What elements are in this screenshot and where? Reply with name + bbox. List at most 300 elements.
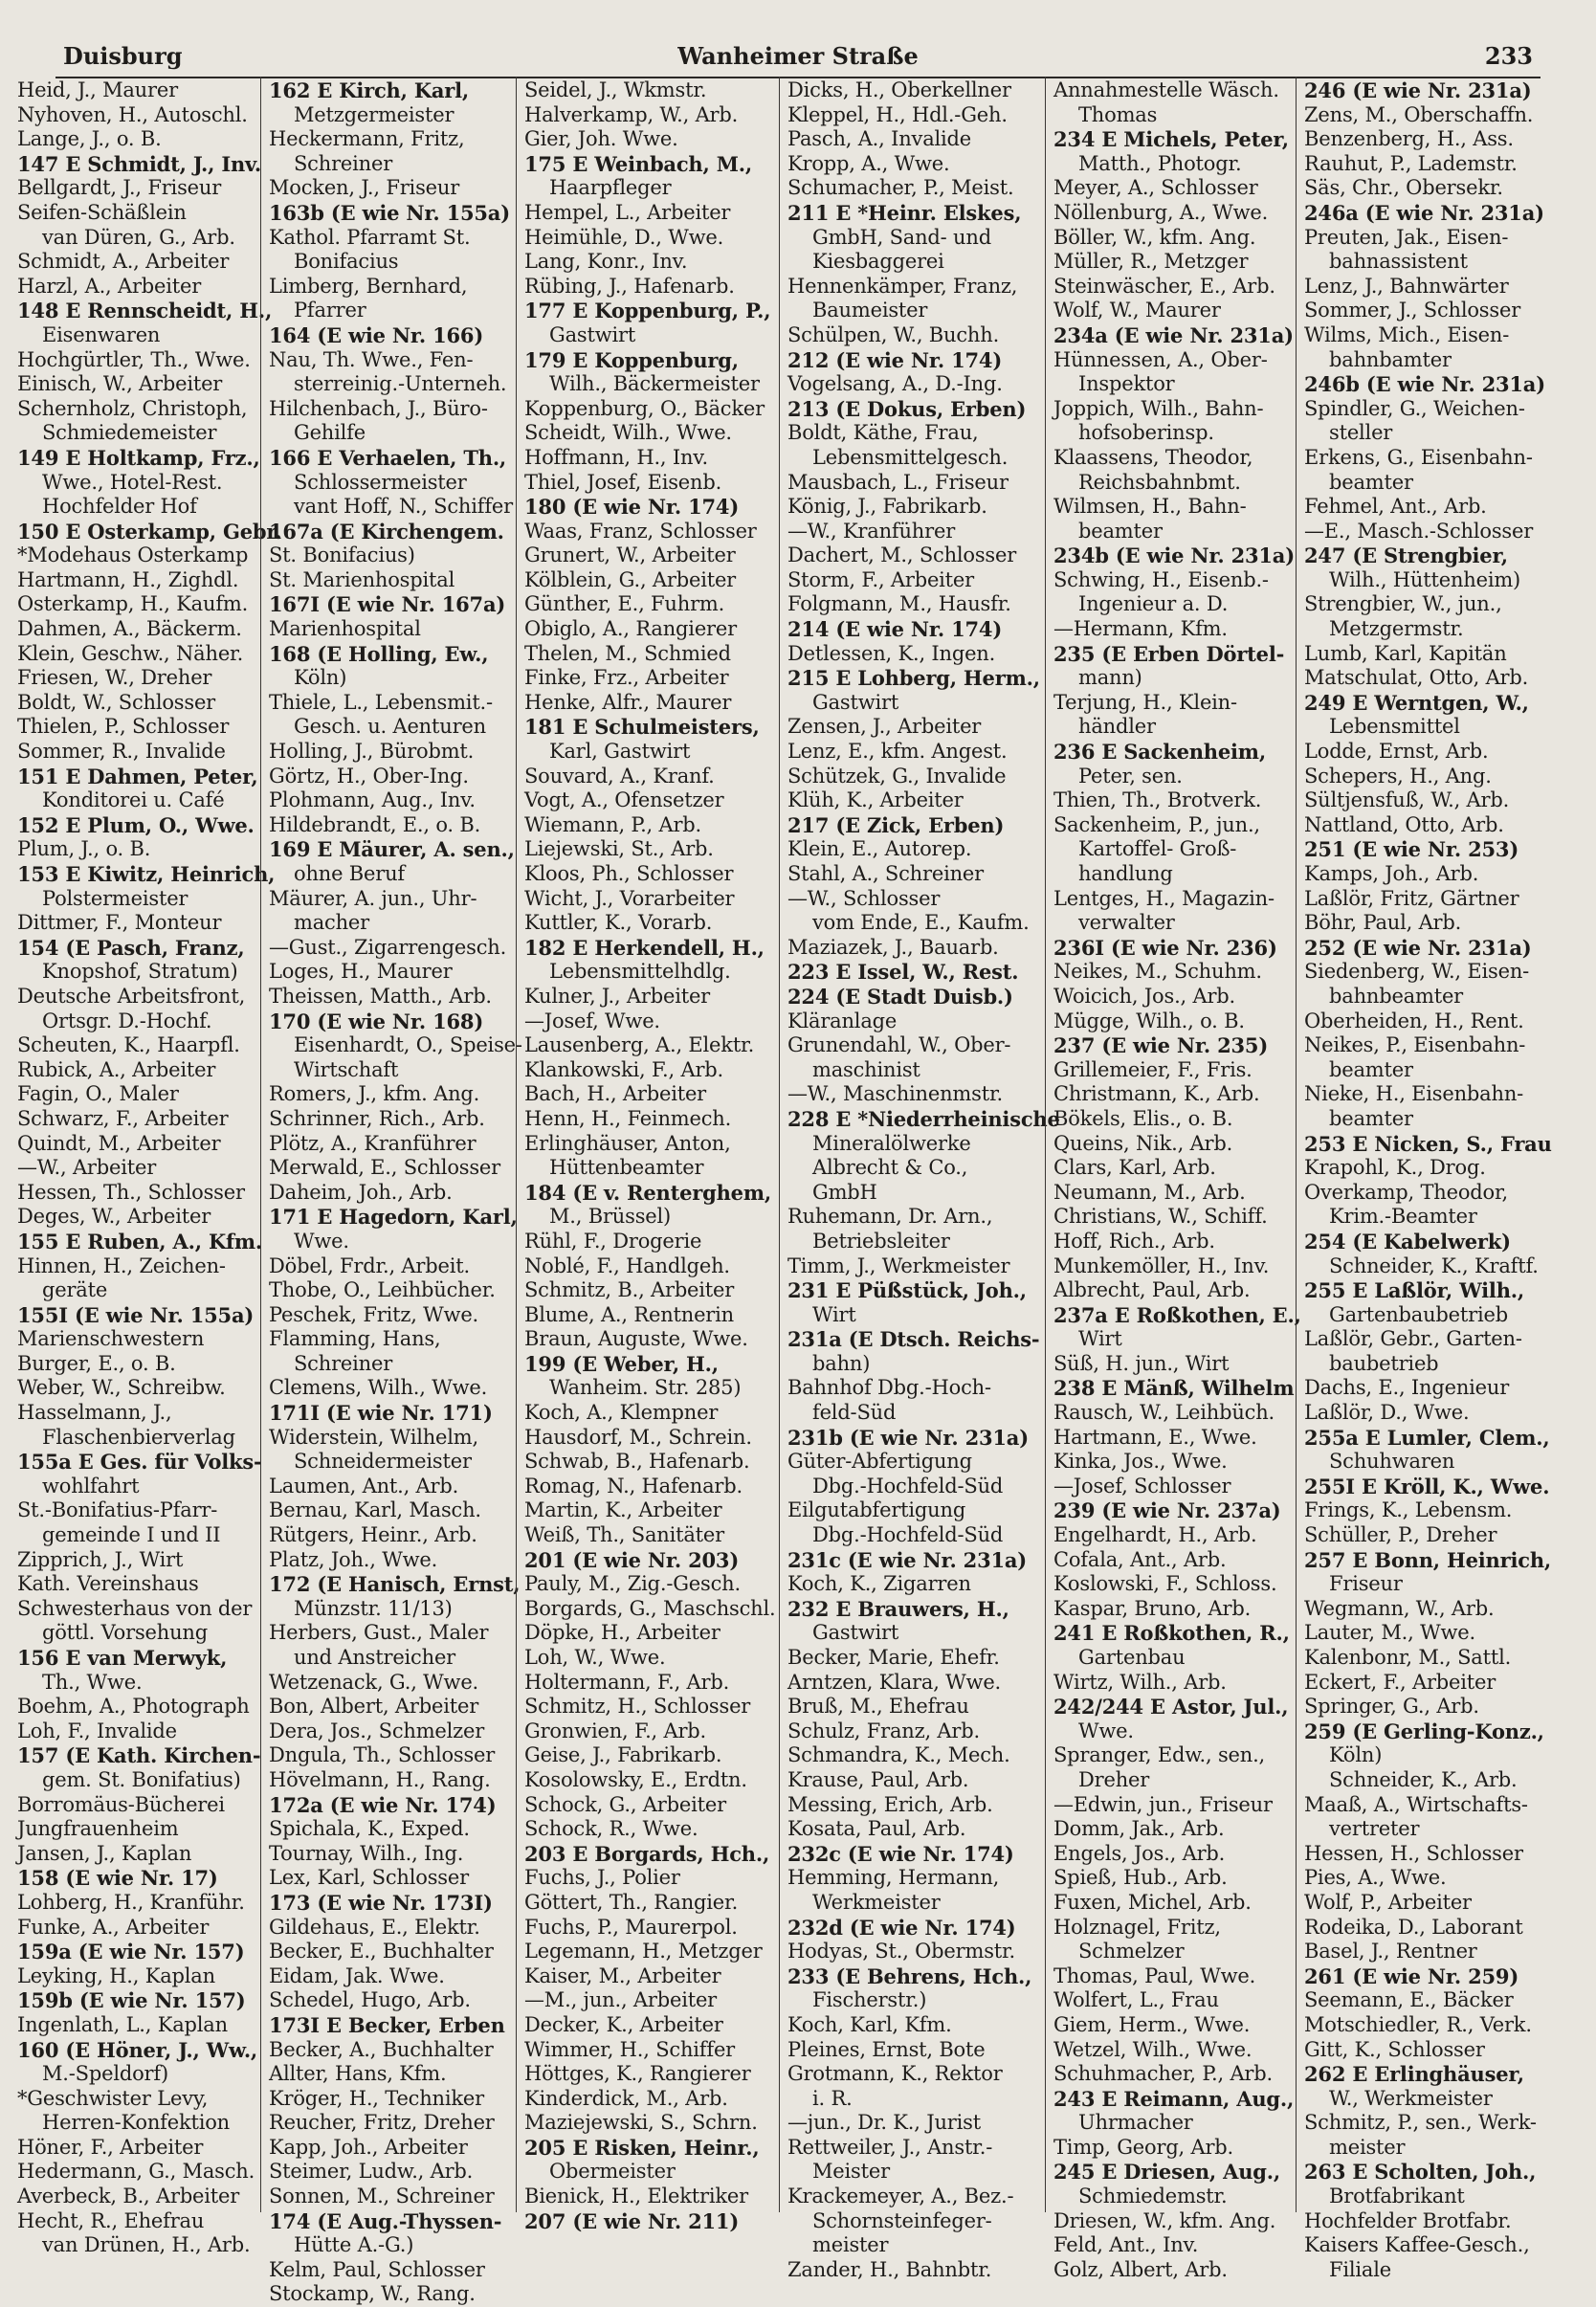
entry-line: Becker, Marie, Ehefr. — [787, 1646, 1000, 1669]
entry-line: 232c (E wie Nr. 174) — [787, 1841, 1014, 1866]
entry-line: Filiale — [1329, 2257, 1391, 2281]
entry-line: 148 E Rennscheidt, H., — [17, 299, 273, 323]
entry-line: geräte — [42, 1278, 108, 1302]
entry-line: Schwing, H., Eisenb.- — [1053, 567, 1269, 591]
entry-line: Oberheiden, H., Rent. — [1304, 1009, 1524, 1032]
entry-line: 181 E Schulmeisters, — [524, 715, 760, 740]
entry-line: Bahnhof Dbg.-Hoch- — [787, 1376, 991, 1400]
entry-line: Hövelmann, H., Rang. — [269, 1767, 491, 1791]
entry-line: Borgards, G., Maschschl. — [524, 1596, 776, 1620]
entry-line: Driesen, W., kfm. Ang. — [1053, 2208, 1276, 2232]
entry-line: Koch, A., Klempner — [524, 1401, 719, 1425]
entry-line: 232 E Brauwers, H., — [787, 1596, 1009, 1621]
entry-line: Harzl, A., Arbeiter — [17, 274, 202, 298]
entry-line: Ingenieur a. D. — [1078, 592, 1229, 616]
entry-line: Schornsteinfeger- — [812, 2208, 992, 2232]
entry-line: 246b (E wie Nr. 231a) — [1304, 372, 1545, 397]
entry-line: —W., Arbeiter — [17, 1156, 157, 1180]
entry-line: Hinnen, H., Zeichen- — [17, 1253, 226, 1277]
entry-line: 232d (E wie Nr. 174) — [787, 1915, 1016, 1940]
entry-line: Matth., Photogr. — [1078, 151, 1242, 175]
street-title: Wanheimer Straße — [677, 42, 919, 70]
entry-line: Martin, K., Arbeiter — [524, 1498, 722, 1522]
entry-line: Ortsgr. D.-Hochf. — [42, 1009, 212, 1032]
entry-line: Döbel, Frdr., Arbeit. — [269, 1253, 470, 1277]
entry-line: Hodyas, St., Obermstr. — [787, 1940, 1016, 1963]
entry-line: Kaspar, Bruno, Arb. — [1053, 1596, 1252, 1620]
entry-line: 174 (E Aug.-Thyssen- — [269, 2208, 502, 2233]
entry-line: 182 E Herkendell, H., — [524, 935, 765, 960]
entry-line: Springer, G., Arb. — [1304, 1695, 1479, 1719]
entry-line: Schumacher, P., Meist. — [787, 176, 1014, 200]
entry-line: Spichala, K., Exped. — [269, 1817, 470, 1841]
entry-line: Hemming, Hermann, — [787, 1866, 1000, 1890]
entry-line: 167I (E wie Nr. 167a) — [269, 592, 506, 617]
entry-line: Nattland, Otto, Arb. — [1304, 812, 1504, 836]
entry-line: Zipprich, J., Wirt — [17, 1547, 184, 1571]
entry-line: Jansen, J., Kaplan — [17, 1841, 192, 1865]
entry-line: Lodde, Ernst, Arb. — [1304, 740, 1489, 764]
entry-line: Benzenberg, H., Ass. — [1304, 127, 1514, 151]
entry-line: 223 E Issel, W., Rest. — [787, 960, 1019, 985]
entry-line: Süß, H. jun., Wirt — [1053, 1351, 1230, 1375]
entry-line: Kloos, Ph., Schlosser — [524, 862, 734, 885]
entry-line: Schneider, K., Arb. — [1329, 1767, 1518, 1791]
entry-line: Klaassens, Theodor, — [1053, 445, 1253, 469]
entry-line: Mausbach, L., Friseur — [787, 470, 1009, 494]
entry-line: Schmitz, P., sen., Werk- — [1304, 2111, 1537, 2135]
entry-line: Güter-Abfertigung — [787, 1450, 972, 1474]
entry-line: Koppenburg, O., Bäcker — [524, 396, 765, 420]
entry-line: Strengbier, W., jun., — [1304, 592, 1502, 616]
entry-line: Hempel, L., Arbeiter — [524, 200, 731, 224]
entry-line: Schwesterhaus von der — [17, 1596, 253, 1620]
entry-line: 257 E Bonn, Heinrich, — [1304, 1547, 1552, 1572]
entry-line: 158 (E wie Nr. 17) — [17, 1866, 218, 1891]
entry-line: Gronwien, F., Arb. — [524, 1719, 707, 1742]
entry-line: Wetzenack, G., Wwe. — [269, 1670, 479, 1694]
entry-line: Metzgermeister — [294, 102, 454, 126]
entry-line: Thien, Th., Brotverk. — [1053, 788, 1262, 812]
entry-line: Joppich, Wilh., Bahn- — [1053, 396, 1264, 420]
entry-line: Kaisers Kaffee-Gesch., — [1304, 2233, 1530, 2257]
entry-line: —Edwin, jun., Friseur — [1053, 1792, 1273, 1816]
entry-line: Herren-Konfektion — [42, 2111, 231, 2135]
entry-line: vant Hoff, N., Schiffer — [294, 495, 513, 519]
entry-line: Böller, W., kfm. Ang. — [1053, 225, 1256, 249]
entry-line: Zensen, J., Arbeiter — [787, 715, 982, 739]
entry-line: 180 (E wie Nr. 174) — [524, 495, 740, 520]
entry-line: Obiglo, A., Rangierer — [524, 617, 737, 641]
entry-line: Bellgardt, J., Friseur — [17, 176, 222, 200]
entry-line: Grunendahl, W., Ober- — [787, 1033, 1011, 1057]
entry-line: Dbg.-Hochfeld-Süd — [812, 1474, 1004, 1497]
entry-line: Engels, Jos., Arb. — [1053, 1841, 1226, 1865]
entry-line: Lenz, J., Bahnwärter — [1304, 274, 1509, 298]
entry-line: Romag, N., Hafenarb. — [524, 1474, 743, 1497]
entry-line: Krackemeyer, A., Bez.- — [787, 2185, 1014, 2208]
entry-line: Koch, K., Zigarren — [787, 1572, 971, 1596]
entry-line: Herbers, Gust., Maler — [269, 1621, 489, 1645]
entry-line: Wwe. — [1078, 1719, 1134, 1742]
entry-line: Thiel, Josef, Eisenb. — [524, 470, 722, 494]
entry-line: Schüller, P., Dreher — [1304, 1523, 1497, 1547]
entry-line: 201 (E wie Nr. 203) — [524, 1547, 740, 1572]
entry-line: M., Brüssel) — [549, 1205, 672, 1229]
entry-line: Seifen-Schäßlein — [17, 200, 187, 224]
entry-line: Schepers, H., Ang. — [1304, 764, 1492, 787]
entry-line: Seemann, E., Bäcker — [1304, 1988, 1514, 2012]
column-5 — [1045, 77, 1301, 2281]
entry-line: Detlessen, K., Ingen. — [787, 641, 996, 665]
entry-line: Nieke, H., Eisenbahn- — [1304, 1082, 1524, 1106]
entry-line: Lebensmittelhdlg. — [549, 960, 731, 984]
entry-line: Finke, Frz., Arbeiter — [524, 666, 729, 690]
entry-line: 234b (E wie Nr. 231a) — [1053, 543, 1295, 568]
entry-line: Borromäus-Bücherei — [17, 1792, 225, 1816]
entry-line: Nau, Th. Wwe., Fen- — [269, 347, 474, 371]
entry-line: 261 (E wie Nr. 259) — [1304, 1963, 1519, 1988]
entry-line: Schuhwaren — [1329, 1450, 1455, 1474]
entry-line: 172a (E wie Nr. 174) — [269, 1792, 497, 1817]
entry-line: Einisch, W., Arbeiter — [17, 372, 223, 396]
entry-line: Obermeister — [549, 2160, 676, 2184]
entry-line: 169 E Mäurer, A. sen., — [269, 837, 515, 862]
entry-line: Laßlör, Gebr., Garten- — [1304, 1327, 1522, 1351]
entry-line: 249 E Werntgen, W., — [1304, 690, 1529, 715]
entry-line: 224 (E Stadt Duisb.) — [787, 984, 1013, 1009]
entry-line: Sackenheim, P., jun., — [1053, 812, 1260, 836]
entry-line: Schock, G., Arbeiter — [524, 1792, 726, 1816]
entry-line: Engelhardt, H., Arb. — [1053, 1523, 1257, 1547]
entry-line: 147 E Schmidt, J., Inv. — [17, 151, 262, 176]
entry-line: St.-Bonifatius-Pfarr- — [17, 1498, 218, 1522]
entry-line: Neumann, M., Arb. — [1053, 1180, 1246, 1204]
entry-line: Feld, Ant., Inv. — [1053, 2233, 1199, 2257]
entry-line: Wicht, J., Vorarbeiter — [524, 886, 735, 910]
entry-line: Wwe., Hotel-Rest. — [42, 470, 223, 494]
entry-line: Kelm, Paul, Schlosser — [269, 2257, 485, 2281]
entry-line: 171I (E wie Nr. 171) — [269, 1401, 493, 1426]
entry-line: Wwe. — [294, 1229, 349, 1253]
entry-line: Höttges, K., Rangierer — [524, 2062, 751, 2086]
entry-line: Hilchenbach, J., Büro- — [269, 396, 488, 420]
entry-line: Grotmann, K., Rektor — [787, 2062, 1003, 2086]
entry-line: Sommer, R., Invalide — [17, 740, 226, 764]
entry-line: Decker, K., Arbeiter — [524, 2012, 723, 2036]
entry-line: Dittmer, F., Monteur — [17, 911, 222, 935]
entry-line: 155a E Ges. für Volks- — [17, 1450, 262, 1475]
entry-line: —Josef, Schlosser — [1053, 1474, 1231, 1497]
entry-line: Reichsbahnbmt. — [1078, 470, 1241, 494]
entry-line: W., Werkmeister — [1329, 2086, 1493, 2110]
entry-line: Karl, Gastwirt — [549, 740, 691, 764]
entry-line: Erlinghäuser, Anton, — [524, 1131, 731, 1155]
entry-line: Siedenberg, W., Eisen- — [1304, 960, 1530, 984]
entry-line: Dachert, M., Schlosser — [787, 543, 1017, 567]
entry-line: Schwarz, F., Arbeiter — [17, 1106, 229, 1130]
entry-line: 246 (E wie Nr. 231a) — [1304, 78, 1532, 102]
entry-line: —jun., Dr. K., Jurist — [787, 2111, 981, 2135]
entry-line: 173I E Becker, Erben — [269, 2012, 505, 2037]
entry-line: 175 E Weinbach, M., — [524, 151, 752, 176]
entry-line: Schmiedemeister — [42, 421, 217, 445]
entry-line: Heckermann, Fritz, — [269, 127, 465, 151]
entry-line: Zander, H., Bahnbtr. — [787, 2257, 992, 2281]
entry-line: Allter, Hans, Kfm. — [269, 2062, 447, 2086]
entry-line: 155I (E wie Nr. 155a) — [17, 1302, 255, 1327]
entry-line: Loh, F., Invalide — [17, 1719, 177, 1742]
entry-line: beamter — [1329, 1057, 1413, 1081]
entry-line: Clars, Karl, Arb. — [1053, 1156, 1216, 1180]
entry-line: Brotfabrikant — [1329, 2185, 1465, 2208]
entry-line: 152 E Plum, O., Wwe. — [17, 812, 255, 837]
entry-line: Widerstein, Wilhelm, — [269, 1425, 478, 1449]
entry-line: 172 (E Hanisch, Ernst, — [269, 1572, 521, 1597]
entry-line: —Josef, Wwe. — [524, 1009, 660, 1032]
entry-line: Schmidt, A., Arbeiter — [17, 250, 230, 274]
entry-line: Günther, E., Fuhrm. — [524, 592, 725, 616]
entry-line: 255I E Kröll, K., Wwe. — [1304, 1474, 1550, 1498]
entry-line: Neikes, P., Eisenbahn- — [1304, 1033, 1526, 1057]
entry-line: Münzstr. 11/13) — [294, 1596, 453, 1620]
entry-line: Nöllenburg, A., Wwe. — [1053, 200, 1269, 224]
entry-line: 170 (E wie Nr. 168) — [269, 1009, 484, 1033]
entry-line: Klein, E., Autorep. — [787, 837, 972, 861]
directory-columns — [10, 77, 1586, 2306]
entry-line: Lex, Karl, Schlosser — [269, 1866, 469, 1890]
entry-line: Hildebrandt, E., o. B. — [269, 812, 481, 836]
entry-line: 217 (E Zick, Erben) — [787, 812, 1005, 837]
entry-line: —E., Masch.-Schlosser — [1304, 519, 1534, 543]
entry-line: Flaschenbierverlag — [42, 1425, 235, 1449]
entry-line: Klüh, K., Arbeiter — [787, 788, 964, 812]
city-title: Duisburg — [63, 42, 183, 70]
entry-line: Reucher, Fritz, Dreher — [269, 2111, 495, 2135]
entry-line: Timp, Georg, Arb. — [1053, 2135, 1234, 2159]
entry-line: van Drünen, H., Arb. — [42, 2233, 251, 2257]
page-number: 233 — [1484, 42, 1533, 70]
entry-line: Lentges, H., Magazin- — [1053, 886, 1275, 910]
entry-line: 173 (E wie Nr. 173I) — [269, 1890, 493, 1915]
entry-line: Görtz, H., Ober-Ing. — [269, 764, 469, 787]
entry-line: Schneidermeister — [294, 1450, 472, 1474]
entry-line: Rodeika, D., Laborant — [1304, 1915, 1523, 1939]
entry-line: Basel, J., Rentner — [1304, 1940, 1477, 1963]
entry-line: —Hermann, Kfm. — [1053, 617, 1228, 641]
entry-line: Köln) — [294, 666, 347, 690]
entry-line: Gitt, K., Schlosser — [1304, 2037, 1485, 2061]
entry-line: Maziazek, J., Bauarb. — [787, 935, 999, 959]
entry-line: Kröger, H., Techniker — [269, 2086, 484, 2110]
entry-line: Hochgürtler, Th., Wwe. — [17, 347, 251, 371]
entry-line: Hartmann, H., Zighdl. — [17, 567, 239, 591]
entry-line: 162 E Kirch, Karl, — [269, 78, 470, 102]
entry-line: Krapohl, K., Drog. — [1304, 1156, 1486, 1180]
entry-line: 199 (E Weber, H., — [524, 1351, 719, 1376]
entry-line: Clemens, Wilh., Wwe. — [269, 1376, 488, 1400]
entry-line: Braun, Auguste, Wwe. — [524, 1327, 748, 1351]
entry-line: Thomas, Paul, Wwe. — [1053, 1963, 1256, 1987]
entry-line: Schülpen, W., Buchh. — [787, 322, 1000, 346]
entry-line: Gartenbaubetrieb — [1329, 1302, 1508, 1326]
entry-line: Kölblein, G., Arbeiter — [524, 567, 737, 591]
entry-line: Seidel, J., Wkmstr. — [524, 78, 707, 101]
entry-line: Leyking, H., Kaplan — [17, 1963, 215, 1987]
entry-line: Kalenbonr, M., Sattl. — [1304, 1646, 1512, 1669]
entry-line: Averbeck, B., Arbeiter — [17, 2185, 240, 2208]
entry-line: Konditorei u. Café — [42, 788, 225, 812]
entry-line: Lebensmittelgesch. — [812, 445, 1009, 469]
entry-line: Pfarrer — [294, 299, 366, 322]
entry-line: Hasselmann, J., — [17, 1401, 172, 1425]
entry-line: Müller, R., Metzger — [1053, 250, 1249, 274]
entry-line: meister — [812, 2233, 889, 2257]
entry-line: Neikes, M., Schuhm. — [1053, 960, 1262, 984]
entry-line: Nyhoven, H., Autoschl. — [17, 102, 248, 126]
entry-line: Koslowski, F., Schloss. — [1053, 1572, 1277, 1596]
entry-line: *Geschwister Levy, — [17, 2086, 209, 2110]
entry-line: 150 E Osterkamp, Gebr. — [17, 519, 282, 543]
entry-line: Koch, Karl, Kfm. — [787, 2012, 952, 2036]
entry-line: Heimühle, D., Wwe. — [524, 225, 724, 249]
entry-line: Hüttenbeamter — [549, 1156, 704, 1180]
entry-line: Th., Wwe. — [42, 1670, 143, 1694]
entry-line: Becker, A., Buchhalter — [269, 2037, 494, 2061]
entry-line: 252 (E wie Nr. 231a) — [1304, 935, 1532, 960]
entry-line: 259 (E Gerling-Konz., — [1304, 1719, 1544, 1743]
entry-line: Schmandra, K., Mech. — [787, 1743, 1010, 1767]
entry-line: Overkamp, Theodor, — [1304, 1180, 1508, 1204]
entry-line: Bonifacius — [294, 250, 399, 274]
entry-line: Schreiner — [294, 151, 393, 175]
entry-line: Wetzel, Wilh., Wwe. — [1053, 2037, 1252, 2061]
entry-line: Metzgermstr. — [1329, 617, 1464, 641]
entry-line: Bökels, Elis., o. B. — [1053, 1106, 1233, 1130]
entry-line: Weiß, Th., Sanitäter — [524, 1523, 724, 1547]
entry-line: 214 (E wie Nr. 174) — [787, 617, 1003, 642]
entry-line: Matschulat, Otto, Arb. — [1304, 666, 1529, 690]
entry-line: Spindler, G., Weichen- — [1304, 396, 1525, 420]
entry-line: Spieß, Hub., Arb. — [1053, 1866, 1228, 1890]
entry-line: Ingenlath, L., Kaplan — [17, 2012, 228, 2036]
entry-line: Boehm, A., Photograph — [17, 1695, 250, 1719]
entry-line: Folgmann, M., Hausfr. — [787, 592, 1011, 616]
page-header — [55, 38, 1541, 78]
entry-line: Gildehaus, E., Elektr. — [269, 1915, 480, 1939]
entry-line: 255 E Laßlör, Wilh., — [1304, 1278, 1524, 1303]
entry-line: *Modehaus Osterkamp — [17, 543, 249, 567]
entry-line: Marienschwestern — [17, 1327, 205, 1351]
entry-line: Heid, J., Maurer — [17, 78, 178, 101]
entry-line: Hausdorf, M., Schrein. — [524, 1425, 752, 1449]
entry-line: 177 E Koppenburg, P., — [524, 299, 771, 323]
entry-line: Fuchs, P., Maurerpol. — [524, 1915, 738, 1939]
entry-line: Stahl, A., Schreiner — [787, 862, 984, 885]
entry-line: Gastwirt — [812, 690, 899, 714]
entry-line: Wolf, P., Arbeiter — [1304, 1890, 1472, 1914]
entry-line: Scheuten, K., Haarpfl. — [17, 1033, 240, 1057]
entry-line: Rettweiler, J., Anstr.- — [787, 2135, 993, 2159]
entry-line: Kropp, A., Wwe. — [787, 151, 950, 175]
entry-line: Rubick, A., Arbeiter — [17, 1057, 216, 1081]
entry-line: 254 (E Kabelwerk) — [1304, 1229, 1511, 1253]
entry-line: Platz, Joh., Wwe. — [269, 1547, 438, 1571]
entry-line: Lenz, E., kfm. Angest. — [787, 740, 1008, 764]
entry-line: Waas, Franz, Schlosser — [524, 519, 757, 543]
entry-line: Mocken, J., Friseur — [269, 176, 460, 200]
entry-line: Kartoffel- Groß- — [1078, 837, 1237, 861]
entry-line: 213 (E Dokus, Erben) — [787, 396, 1027, 421]
entry-line: 231b (E wie Nr. 231a) — [787, 1425, 1029, 1450]
entry-line: 234a (E wie Nr. 231a) — [1053, 322, 1294, 347]
entry-line: Dbg.-Hochfeld-Süd — [812, 1523, 1004, 1547]
entry-line: Schernholz, Christoph, — [17, 396, 248, 420]
entry-line: 203 E Borgards, Hch., — [524, 1841, 770, 1866]
entry-line: Golz, Albert, Arb. — [1053, 2257, 1228, 2281]
entry-line: Wirtschaft — [294, 1057, 399, 1081]
column-3 — [516, 77, 779, 2233]
entry-line: Wilms, Mich., Eisen- — [1304, 322, 1510, 346]
entry-line: maschinist — [812, 1057, 920, 1081]
entry-line: Domm, Jak., Arb. — [1053, 1817, 1225, 1841]
entry-line: 239 (E wie Nr. 237a) — [1053, 1498, 1281, 1523]
entry-line: 263 E Scholten, Joh., — [1304, 2160, 1537, 2185]
entry-line: Wilh., Bäckermeister — [549, 372, 760, 396]
entry-line: 243 E Reimann, Aug., — [1053, 2086, 1295, 2111]
entry-line: bahnassistent — [1329, 250, 1468, 274]
entry-line: Frings, K., Lebensm. — [1304, 1498, 1513, 1522]
entry-line: Annahmestelle Wäsch. — [1053, 78, 1279, 101]
entry-line: van Düren, G., Arb. — [42, 225, 235, 249]
entry-line: beamter — [1329, 470, 1413, 494]
entry-line: Wiemann, P., Arb. — [524, 812, 702, 836]
entry-line: Romers, J., kfm. Ang. — [269, 1082, 480, 1106]
entry-line: Thiele, L., Lebensmit.- — [269, 690, 493, 714]
entry-line: Noblé, F., Handlgeh. — [524, 1253, 730, 1277]
entry-line: Motschiedler, R., Verk. — [1304, 2012, 1532, 2036]
entry-line: vom Ende, E., Kaufm. — [812, 911, 1030, 935]
entry-line: Dicks, H., Oberkellner — [787, 78, 1011, 101]
entry-line: 242/244 E Astor, Jul., — [1053, 1695, 1289, 1719]
entry-line: Kiesbaggerei — [812, 250, 944, 274]
entry-line: Eisenhardt, O., Speise- — [294, 1033, 522, 1057]
entry-line: Plötz, A., Kranführer — [269, 1131, 477, 1155]
entry-line: Lang, Konr., Inv. — [524, 250, 688, 274]
entry-line: handlung — [1078, 862, 1173, 885]
entry-line: Rauhut, P., Lademstr. — [1304, 151, 1518, 175]
entry-line: 168 (E Holling, Ew., — [269, 641, 489, 666]
entry-line: Dreher — [1078, 1767, 1150, 1791]
entry-line: Schmitz, H., Schlosser — [524, 1695, 751, 1719]
entry-line: Thelen, M., Schmied — [524, 641, 731, 665]
entry-line: Merwald, E., Schlosser — [269, 1156, 500, 1180]
entry-line: beamter — [1329, 1106, 1413, 1130]
entry-line: Höner, F., Arbeiter — [17, 2135, 204, 2159]
entry-line: Schwab, B., Hafenarb. — [524, 1450, 750, 1474]
entry-line: 245 E Driesen, Aug., — [1053, 2160, 1281, 2185]
entry-line: ohne Beruf — [294, 862, 405, 885]
entry-line: Kosata, Paul, Arb. — [787, 1817, 966, 1841]
entry-line: Souvard, A., Kranf. — [524, 764, 715, 787]
entry-line: Eckert, F., Arbeiter — [1304, 1670, 1496, 1694]
entry-line: Peschek, Fritz, Wwe. — [269, 1302, 479, 1326]
entry-line: gemeinde I und II — [42, 1523, 221, 1547]
entry-line: Wegmann, W., Arb. — [1304, 1596, 1495, 1620]
entry-line: Dngula, Th., Schlosser — [269, 1743, 496, 1767]
entry-line: feld-Süd — [812, 1401, 897, 1425]
entry-line: Messing, Erich, Arb. — [787, 1792, 993, 1816]
